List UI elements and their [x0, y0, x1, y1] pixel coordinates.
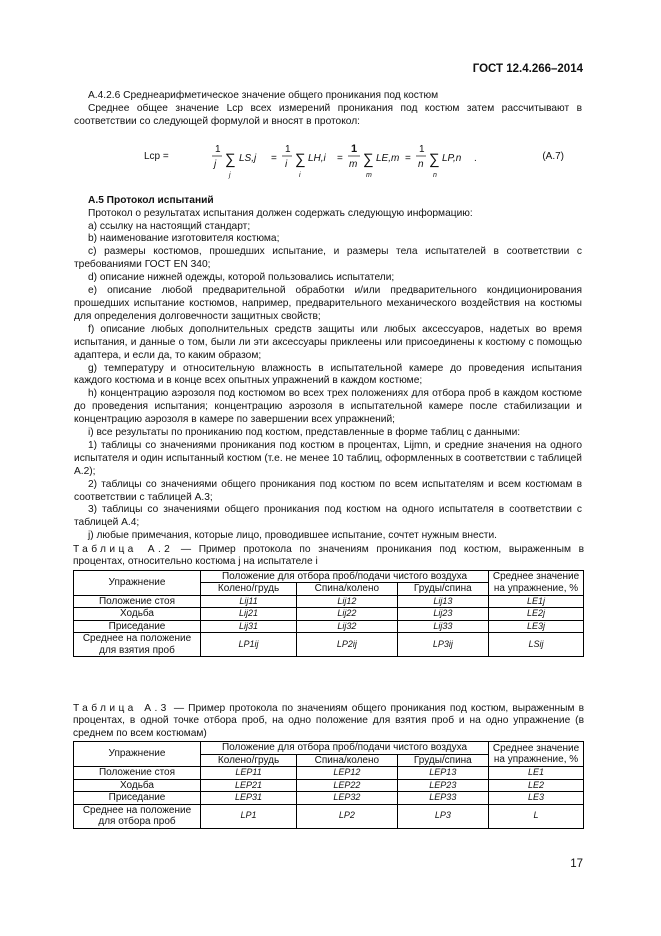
table-row — [74, 792, 584, 805]
row-label: Приседание — [74, 620, 201, 633]
list-item: 1) таблицы со значениями проникания под костюм в процентах, Lijmn, и средние значения на одного испытателя и один испытанный костюм (т.е. не менее 10 таблиц, оформленных в соответствии с таблицей А.2); — [74, 439, 582, 477]
table-a2-caption — [73, 544, 584, 569]
f4-num: 1 — [419, 143, 425, 155]
cell-value: LEP11 — [201, 767, 297, 780]
formula-a7 — [74, 137, 582, 189]
f1-sub: j — [229, 171, 231, 179]
cell-value: LEP23 — [397, 779, 488, 792]
cell-value: LP1ij — [201, 633, 297, 657]
f2-num: 1 — [285, 143, 291, 155]
f4-dot: . — [474, 152, 477, 164]
document-code: ГОСТ 12.4.266–2014 — [472, 63, 583, 75]
f3-term: LE,m — [376, 152, 400, 164]
table-a3 — [73, 741, 584, 829]
row-label: Приседание — [74, 792, 201, 805]
table-row — [74, 779, 584, 792]
intro-heading: А.4.2.6 Среднеарифметическое значение общего проникания под костюм — [88, 90, 439, 101]
f2-den: i — [285, 158, 288, 170]
col-header-exercise: Упражнение — [74, 570, 201, 595]
table-row — [74, 595, 584, 608]
table-a2-block — [73, 544, 584, 657]
f1-num: 1 — [215, 143, 221, 155]
table-row — [74, 620, 584, 633]
cell-value: LE1 — [489, 767, 584, 780]
row-label: Среднее на положение для отбора проб — [74, 804, 201, 828]
row-label: Ходьба — [74, 608, 201, 621]
f3-eq: = — [405, 152, 411, 164]
cell-value: LP3 — [397, 804, 488, 828]
table-a2 — [73, 570, 584, 658]
f1-den: j — [214, 158, 217, 170]
section-title: А.5 Протокол испытаний — [88, 194, 214, 206]
cell-value: LE1j — [489, 595, 584, 608]
cell-value: LP2ij — [297, 633, 398, 657]
cell-value: LP2 — [297, 804, 398, 828]
col-header-position-group: Положение для отбора проб/подачи чистого воздуха — [201, 742, 489, 755]
list-item: а) ссылку на настоящий стандарт; — [88, 220, 251, 232]
cell-value: LE2 — [489, 779, 584, 792]
list-item: е) описание любой предварительной обработки и/или предварительного кондиционирования прошедших испытание костюмов, например, предварительного механического воздействия на костюмы для определения долговечности защитных свойств; — [74, 285, 582, 322]
list-item: с) размеры костюмов, прошедших испытание, и размеры тела испытателей в соответствии с требованиями ГОСТ EN 340; — [74, 246, 582, 271]
table-row — [74, 767, 584, 780]
cell-value: LP3ij — [397, 633, 488, 657]
f4-sum: ∑ — [429, 150, 440, 168]
col-header-sub: Колено/грудь — [201, 754, 297, 767]
table-a3-caption — [73, 703, 584, 740]
row-label: Положение стоя — [74, 595, 201, 608]
cell-value: LE3j — [489, 620, 584, 633]
cell-value: Lij23 — [397, 608, 488, 621]
col-header-average: Среднее значение на упражнение, % — [489, 570, 584, 595]
col-header-exercise: Упражнение — [74, 742, 201, 767]
f2-term: LH,i — [308, 152, 326, 164]
cell-value: LEP21 — [201, 779, 297, 792]
cell-value: Lij31 — [201, 620, 297, 633]
cell-value: LP1 — [201, 804, 297, 828]
cell-value: LEP33 — [397, 792, 488, 805]
formula-lhs: Lср = — [144, 150, 169, 162]
row-label: Среднее на положение для взятия проб — [74, 633, 201, 657]
table-a3-caption-prefix: Таблица А.3 — [73, 703, 170, 714]
formula-graphic — [209, 137, 489, 187]
list-item: j) любые примечания, которые лицо, проводившее испытание, сочтет нужным внести. — [88, 530, 497, 542]
cell-value: LE3 — [489, 792, 584, 805]
table-row — [74, 608, 584, 621]
table-a2-caption-text: — Пример протокола по значениям проникания под костюм, выраженным в процентах, относительно костюма j на испытателе i — [73, 544, 584, 568]
f3-sum: ∑ — [363, 150, 374, 168]
list-item: 2) таблицы со значениями общего проникания под костюм по всем испытателям и всем костюмам в соответствии с таблицей А.3; — [74, 478, 582, 503]
cell-value: Lij22 — [297, 608, 398, 621]
f1-term: LS,j — [239, 152, 257, 164]
list-item: 3) таблицы со значениями общего проникания под костюм на одного испытателя в соответствии с таблицей А.4; — [74, 504, 582, 529]
cell-value: LEP31 — [201, 792, 297, 805]
list-item: g) температуру и относительную влажность в испытательной камере до проведения испытания каждого костюма и в конце всех опытных упражнений в каждом костюме; — [74, 362, 582, 387]
col-header-sub: Спина/колено — [297, 583, 398, 596]
f3-num: 1 — [351, 142, 358, 155]
cell-value: Lij11 — [201, 595, 297, 608]
list-item: i) все результаты по прониканию под костюм, представленные в форме таблиц с данными: — [88, 427, 521, 439]
col-header-average: Среднее значение на упражнение, % — [489, 742, 584, 767]
cell-value: LEP22 — [297, 779, 398, 792]
row-label: Ходьба — [74, 779, 201, 792]
col-header-sub: Колено/грудь — [201, 583, 297, 596]
formula-number: (А.7) — [542, 150, 564, 162]
table-a3-caption-text: — Пример протокола по значениям общего проникания под костюм, выраженным в процентах, в одной точке отбора проб, на одно положение для взятия проб и на одно упражнение (в среднем по всем костюмам) — [73, 703, 584, 739]
f4-sub: n — [433, 171, 437, 179]
f3-sub: m — [366, 171, 372, 179]
col-header-sub: Груды/спина — [397, 583, 488, 596]
col-header-sub: Спина/колено — [297, 754, 398, 767]
cell-value: Lij12 — [297, 595, 398, 608]
cell-value: Lij32 — [297, 620, 398, 633]
cell-value: LSij — [489, 633, 584, 657]
cell-value: LEP13 — [397, 767, 488, 780]
f2-sub: i — [299, 171, 301, 179]
cell-value: Lij33 — [397, 620, 488, 633]
f1-eq: = — [271, 152, 277, 164]
f4-den: n — [418, 158, 424, 170]
table-row — [74, 804, 584, 828]
table-a2-caption-prefix: Таблица А.2 — [73, 544, 174, 555]
cell-value: L — [489, 804, 584, 828]
col-header-position-group: Положение для отбора проб/подачи чистого воздуха — [201, 570, 489, 583]
page-number: 17 — [570, 858, 583, 870]
cell-value: LE2j — [489, 608, 584, 621]
col-header-sub: Груды/спина — [397, 754, 488, 767]
list-item: h) концентрацию аэрозоля под костюмом во всех трех положениях для отбора проб в каждом костюме до проведения испытания; концентрацию аэрозоля в испытательной камере после стабилизации и концентрацию аэрозоля в камере по завершении всех упражнений; — [74, 388, 582, 426]
body-text — [74, 90, 582, 543]
section-lead: Протокол о результатах испытания должен содержать следующую информацию: — [88, 207, 473, 219]
f4-term: LP,n — [442, 152, 462, 164]
cell-value: LEP32 — [297, 792, 398, 805]
f1-sum: ∑ — [225, 150, 236, 168]
cell-value: LEP12 — [297, 767, 398, 780]
cell-value: Lij21 — [201, 608, 297, 621]
list-item: f) описание любых дополнительных средств защиты или любых аксессуаров, надетых во время испытания, и данные о том, были ли эти аксессуары приклеены или присоединены к костюму с помощью адаптера, и если да, то каким образом; — [74, 323, 582, 361]
cell-value: Lij13 — [397, 595, 488, 608]
row-label: Положение стоя — [74, 767, 201, 780]
table-row — [74, 633, 584, 657]
f2-sum: ∑ — [295, 150, 306, 168]
f2-eq: = — [337, 152, 343, 164]
list-item: d) описание нижней одежды, которой пользовались испытатели; — [88, 272, 395, 284]
list-item: b) наименование изготовителя костюма; — [88, 233, 280, 245]
table-a3-block — [73, 703, 584, 829]
intro-paragraph: Среднее общее значение Lср всех измерений проникания под костюм затем рассчитывают в соответствии со следующей формулой и вносят в протокол: — [74, 102, 582, 127]
f3-den: m — [349, 158, 358, 170]
